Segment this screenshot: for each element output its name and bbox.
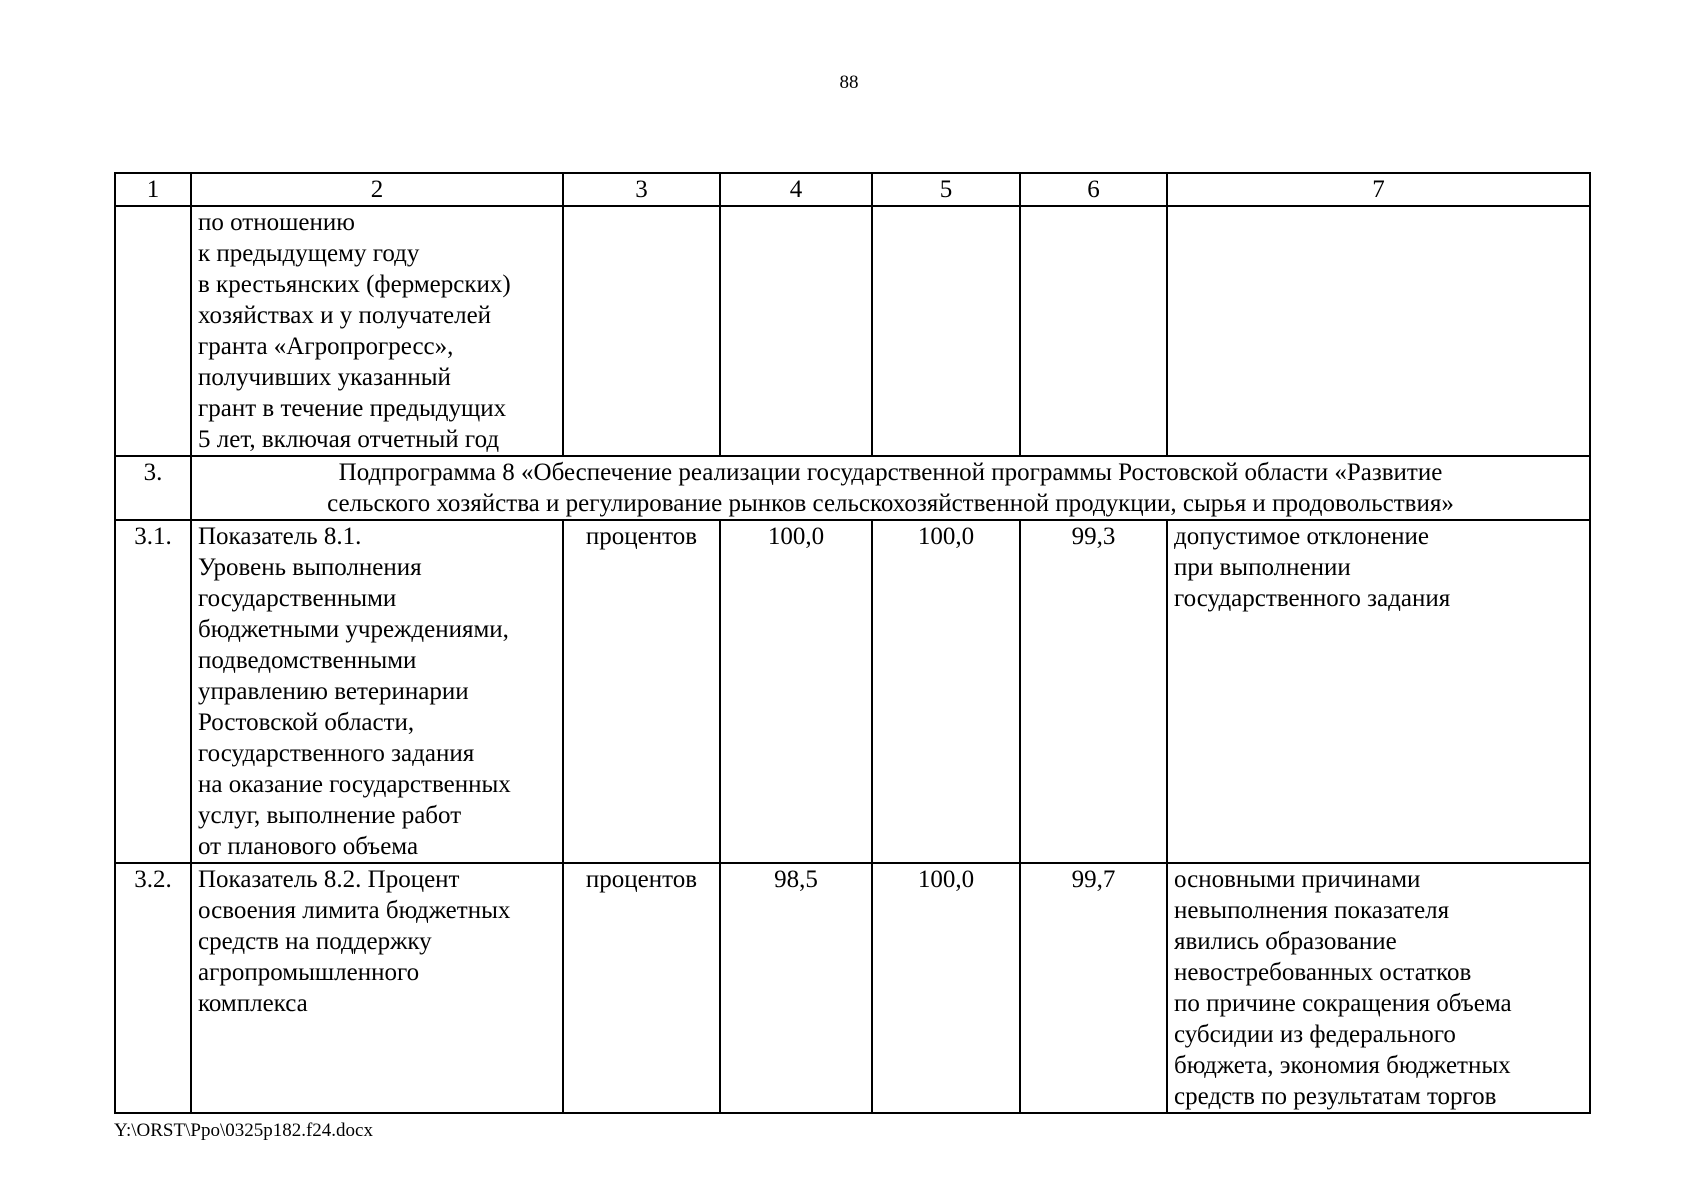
value-cell: 99,7 [1020,863,1167,1113]
page-number: 88 [839,72,859,93]
value-cell [872,206,1020,456]
indicator-name-cell [191,520,563,863]
cell-text-line: допустимое отклонение [1174,523,1430,550]
cell-text-line: Показатель 8.2. Процент [198,866,460,893]
cell-text-line: Ростовской области, [198,709,415,736]
section-title-cell [191,456,1590,520]
cell-text-line: услуг, выполнение работ [198,802,462,829]
column-header: 2 [191,173,563,206]
section-title-line: Подпрограмма 8 «Обеспечение реализации государственной программы Ростовской области «Развитие [338,459,1443,486]
table-row [115,520,1590,863]
column-header: 7 [1167,173,1590,206]
column-header: 6 [1020,173,1167,206]
cell-text-line: от планового объема [198,833,419,860]
cell-text-line: грант в течение предыдущих [198,395,507,422]
continuation-row [115,206,1590,456]
note-cell [1167,520,1590,863]
column-header: 4 [720,173,872,206]
cell-text-line: хозяйствах и у получателей [198,302,492,329]
cell-text-line: гранта «Агропрогресс», [198,333,454,360]
value-cell: 100,0 [872,863,1020,1113]
value-cell: 100,0 [872,520,1020,863]
column-header: 1 [115,173,191,206]
cell-text-line: Показатель 8.1. [198,523,362,550]
cell-text-line: Уровень выполнения [198,554,422,581]
cell-text-line: на оказание государственных [198,771,511,798]
cell-text-line: явились образование [1174,928,1397,955]
value-cell [720,206,872,456]
cell-text-line: государственного задания [198,740,475,767]
value-cell: 99,3 [1020,520,1167,863]
section-title-line: сельского хозяйства и регулирование рынков сельскохозяйственной продукции, сырья и продовольствия» [327,490,1454,517]
value-cell: 100,0 [720,520,872,863]
cell-text-line: в крестьянских (фермерских) [198,271,511,298]
cell-text-line: освоения лимита бюджетных [198,897,511,924]
indicator-name-cell [191,863,563,1113]
cell-text-line: управлению ветеринарии [198,678,469,705]
row-number-cell [115,206,191,456]
row-number-cell: 3.2. [115,863,191,1113]
cell-text-line: получивших указанный [198,364,451,391]
indicator-name-cell [191,206,563,456]
section-row [115,456,1590,520]
cell-text-line: средств на поддержку [198,928,432,955]
cell-text-line: при выполнении [1174,554,1351,581]
cell-text-line: по причине сокращения объема [1174,990,1512,1017]
cell-text-line: основными причинами [1174,866,1421,893]
cell-text-line: к предыдущему году [198,240,420,267]
column-header: 5 [872,173,1020,206]
cell-text-line: невостребованных остатков [1174,959,1472,986]
cell-text-line: по отношению [198,209,355,236]
cell-text-line: 5 лет, включая отчетный год [198,426,500,453]
unit-cell [563,206,720,456]
cell-text-line: бюджета, экономия бюджетных [1174,1052,1511,1079]
column-header: 3 [563,173,720,206]
unit-cell: процентов [563,520,720,863]
note-cell [1167,863,1590,1113]
cell-text-line: комплекса [198,990,308,1017]
cell-text-line: агропромышленного [198,959,420,986]
value-cell: 98,5 [720,863,872,1113]
cell-text-line: бюджетными учреждениями, [198,616,509,643]
cell-text-line: невыполнения показателя [1174,897,1450,924]
section-number-cell: 3. [115,456,191,520]
cell-text-line: государственного задания [1174,585,1451,612]
unit-cell: процентов [563,863,720,1113]
cell-text-line: средств по результатам торгов [1174,1083,1497,1110]
table-row [115,863,1590,1113]
cell-text-line: государственными [198,585,397,612]
value-cell [1020,206,1167,456]
note-cell [1167,206,1590,456]
row-number-cell: 3.1. [115,520,191,863]
indicators-table [114,172,1591,1114]
cell-text-line: субсидии из федерального [1174,1021,1456,1048]
cell-text-line: подведомственными [198,647,417,674]
file-path-footer: Y:\ORST\Ppo\0325p182.f24.docx [114,1120,373,1141]
table-header-row [115,173,1590,206]
